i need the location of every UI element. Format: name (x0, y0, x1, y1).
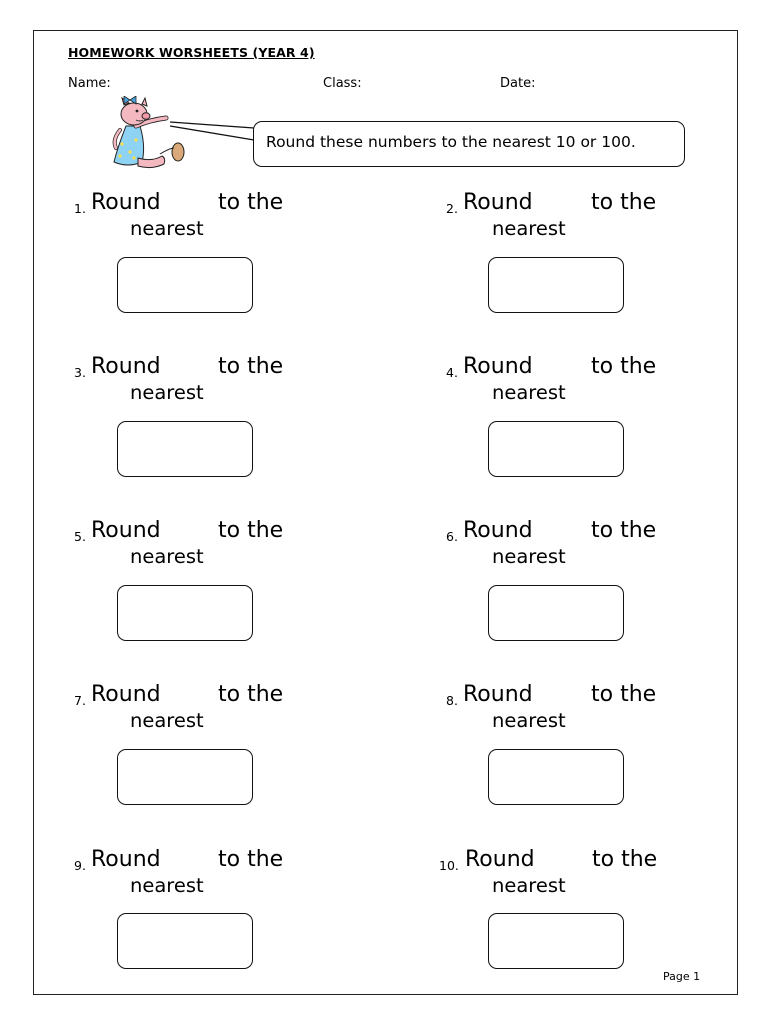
to-the-text: to the (591, 682, 657, 707)
question-number: 8. (446, 693, 458, 708)
round-text: Round (465, 847, 535, 872)
question-number: 5. (74, 529, 86, 544)
question-number: 3. (74, 365, 86, 380)
question-5 (74, 518, 364, 661)
worksheet-title: HOMEWORK WORSHEETS (YEAR 4) (68, 45, 315, 60)
question-1 (74, 190, 364, 333)
question-number: 2. (446, 201, 458, 216)
question-10 (439, 847, 729, 990)
question-number: 9. (74, 858, 86, 873)
to-the-text: to the (218, 354, 284, 379)
answer-box[interactable] (117, 749, 253, 805)
question-7 (74, 682, 364, 825)
to-the-text: to the (218, 847, 284, 872)
question-3 (74, 354, 364, 497)
question-2 (446, 190, 736, 333)
nearest-text: nearest (492, 874, 566, 897)
answer-box[interactable] (488, 257, 624, 313)
to-the-text: to the (592, 847, 658, 872)
answer-box[interactable] (488, 585, 624, 641)
round-text: Round (463, 682, 533, 707)
nearest-text: nearest (492, 709, 566, 732)
nearest-text: nearest (130, 874, 204, 897)
round-text: Round (463, 518, 533, 543)
question-number: 6. (446, 529, 458, 544)
round-text: Round (91, 354, 161, 379)
nearest-text: nearest (130, 217, 204, 240)
speech-pointer (170, 118, 262, 148)
name-label: Name: (68, 76, 111, 91)
nearest-text: nearest (492, 217, 566, 240)
class-label: Class: (323, 76, 362, 91)
round-text: Round (463, 190, 533, 215)
to-the-text: to the (218, 682, 284, 707)
answer-box[interactable] (117, 913, 253, 969)
question-number: 4. (446, 365, 458, 380)
nearest-text: nearest (130, 545, 204, 568)
date-label: Date: (500, 76, 536, 91)
to-the-text: to the (218, 190, 284, 215)
question-8 (446, 682, 736, 825)
question-6 (446, 518, 736, 661)
nearest-text: nearest (130, 381, 204, 404)
answer-box[interactable] (488, 421, 624, 477)
nearest-text: nearest (492, 545, 566, 568)
question-number: 10. (439, 858, 459, 873)
round-text: Round (91, 190, 161, 215)
to-the-text: to the (591, 354, 657, 379)
instruction-bubble (253, 121, 685, 167)
question-4 (446, 354, 736, 497)
round-text: Round (463, 354, 533, 379)
answer-box[interactable] (117, 421, 253, 477)
to-the-text: to the (591, 190, 657, 215)
to-the-text: to the (218, 518, 284, 543)
to-the-text: to the (591, 518, 657, 543)
answer-box[interactable] (117, 257, 253, 313)
answer-box[interactable] (488, 749, 624, 805)
round-text: Round (91, 847, 161, 872)
round-text: Round (91, 682, 161, 707)
question-number: 1. (74, 201, 86, 216)
nearest-text: nearest (492, 381, 566, 404)
page-number: Page 1 (663, 970, 701, 983)
answer-box[interactable] (488, 913, 624, 969)
nearest-text: nearest (130, 709, 204, 732)
question-9 (74, 847, 364, 990)
instruction-text: Round these numbers to the nearest 10 or 100. (266, 133, 636, 151)
question-number: 7. (74, 693, 86, 708)
answer-box[interactable] (117, 585, 253, 641)
round-text: Round (91, 518, 161, 543)
